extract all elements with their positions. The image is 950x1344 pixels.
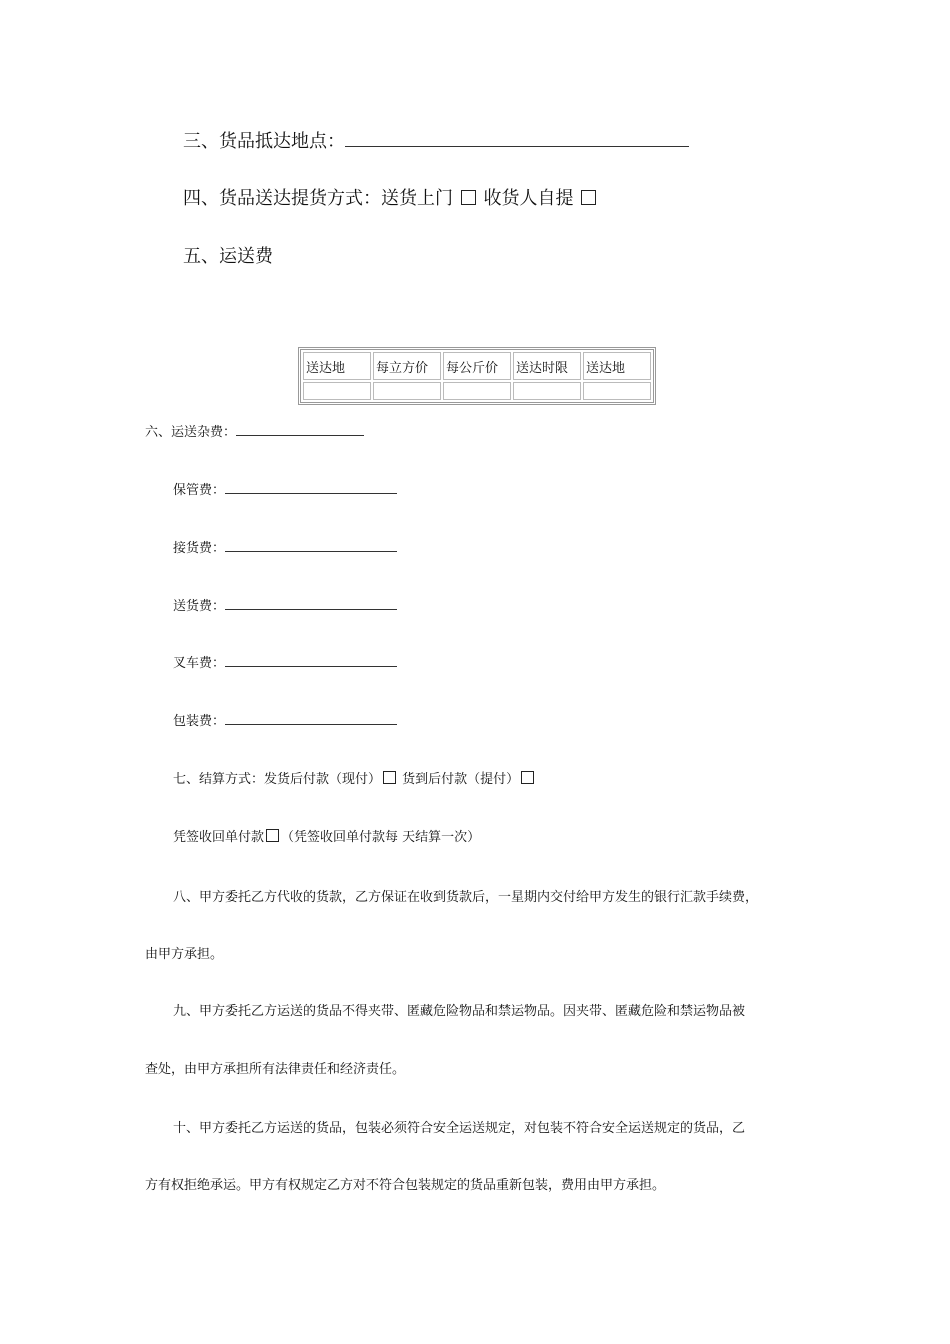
fee-table-row <box>303 382 651 400</box>
receiving-fee-label: 接货费： <box>173 541 226 556</box>
prepaid-option-label: 发货后付款（现付） <box>264 772 382 787</box>
section-4-label: 四、货品送达提货方式： <box>183 188 381 209</box>
section-6 <box>145 421 364 440</box>
section-6-label: 六、运送杂费： <box>145 425 237 440</box>
fee-table-cell[interactable] <box>443 382 511 400</box>
storage-fee-blank[interactable] <box>225 480 397 494</box>
collect-option-label: 货到后付款（提付） <box>402 772 520 787</box>
fee-table-header: 送达时限 <box>513 352 581 380</box>
receiving-fee-line <box>173 537 397 556</box>
section-4 <box>183 184 598 210</box>
forklift-fee-blank[interactable] <box>225 653 397 667</box>
delivery-fee-blank[interactable] <box>225 596 397 610</box>
section-8-line-1: 八、甲方委托乙方代收的货款，乙方保证在收到货款后，一星期内交付给甲方发生的银行汇款手续费， <box>173 890 759 905</box>
forklift-fee-line <box>173 652 397 671</box>
fee-table-cell[interactable] <box>583 382 651 400</box>
fee-table-cell[interactable] <box>303 382 371 400</box>
section-3 <box>183 127 689 153</box>
forklift-fee-label: 叉车费： <box>173 656 226 671</box>
packing-fee-line <box>173 710 397 729</box>
receipt-checkbox[interactable] <box>266 829 279 842</box>
delivery-option-label: 送货上门 <box>381 188 453 209</box>
section-10-line-1: 十、甲方委托乙方运送的货品，包装必须符合安全运送规定，对包装不符合安全运送规定的货品，乙 <box>173 1121 746 1136</box>
fee-table-header-row <box>303 352 651 380</box>
storage-fee-line <box>173 479 397 498</box>
section-9-line-1: 九、甲方委托乙方运送的货品不得夹带、匿藏危险物品和禁运物品。因夹带、匿藏危险和禁运物品被 <box>173 1004 746 1019</box>
misc-fee-blank[interactable] <box>236 422 364 436</box>
delivery-fee-label: 送货费： <box>173 599 226 614</box>
receipt-note-b: 天结算一次） <box>402 830 481 845</box>
fee-table-header: 送达地 <box>583 352 651 380</box>
collect-checkbox[interactable] <box>521 771 534 784</box>
receipt-note-a: （凭签收回单付款每 <box>281 830 399 845</box>
fee-table-header: 每公斤价 <box>443 352 511 380</box>
receiving-fee-blank[interactable] <box>225 538 397 552</box>
section-3-label: 三、货品抵达地点： <box>183 131 345 152</box>
receipt-option-label: 凭签收回单付款 <box>173 830 265 845</box>
fee-table-header: 送达地 <box>303 352 371 380</box>
section-10-line-2: 方有权拒绝承运。甲方有权规定乙方对不符合包装规定的货品重新包装，费用由甲方承担。 <box>145 1178 666 1193</box>
fee-table-cell[interactable] <box>513 382 581 400</box>
packing-fee-blank[interactable] <box>225 711 397 725</box>
prepaid-checkbox[interactable] <box>383 771 396 784</box>
storage-fee-label: 保管费： <box>173 483 226 498</box>
section-9-line-2: 查处，由甲方承担所有法律责任和经济责任。 <box>145 1062 406 1077</box>
section-7 <box>173 768 536 787</box>
section-7-receipt-line <box>173 826 480 845</box>
section-7-label: 七、结算方式： <box>173 772 265 787</box>
section-5-heading: 五、运送费 <box>183 246 273 267</box>
destination-blank[interactable] <box>345 128 689 147</box>
delivery-fee-line <box>173 595 397 614</box>
fee-table-header: 每立方价 <box>373 352 441 380</box>
section-8-line-2: 由甲方承担。 <box>145 947 224 962</box>
delivery-checkbox[interactable] <box>461 190 476 205</box>
fee-table <box>298 347 656 405</box>
pickup-checkbox[interactable] <box>581 190 596 205</box>
pickup-option-label: 收货人自提 <box>483 188 574 209</box>
packing-fee-label: 包装费： <box>173 714 226 729</box>
fee-table-cell[interactable] <box>373 382 441 400</box>
